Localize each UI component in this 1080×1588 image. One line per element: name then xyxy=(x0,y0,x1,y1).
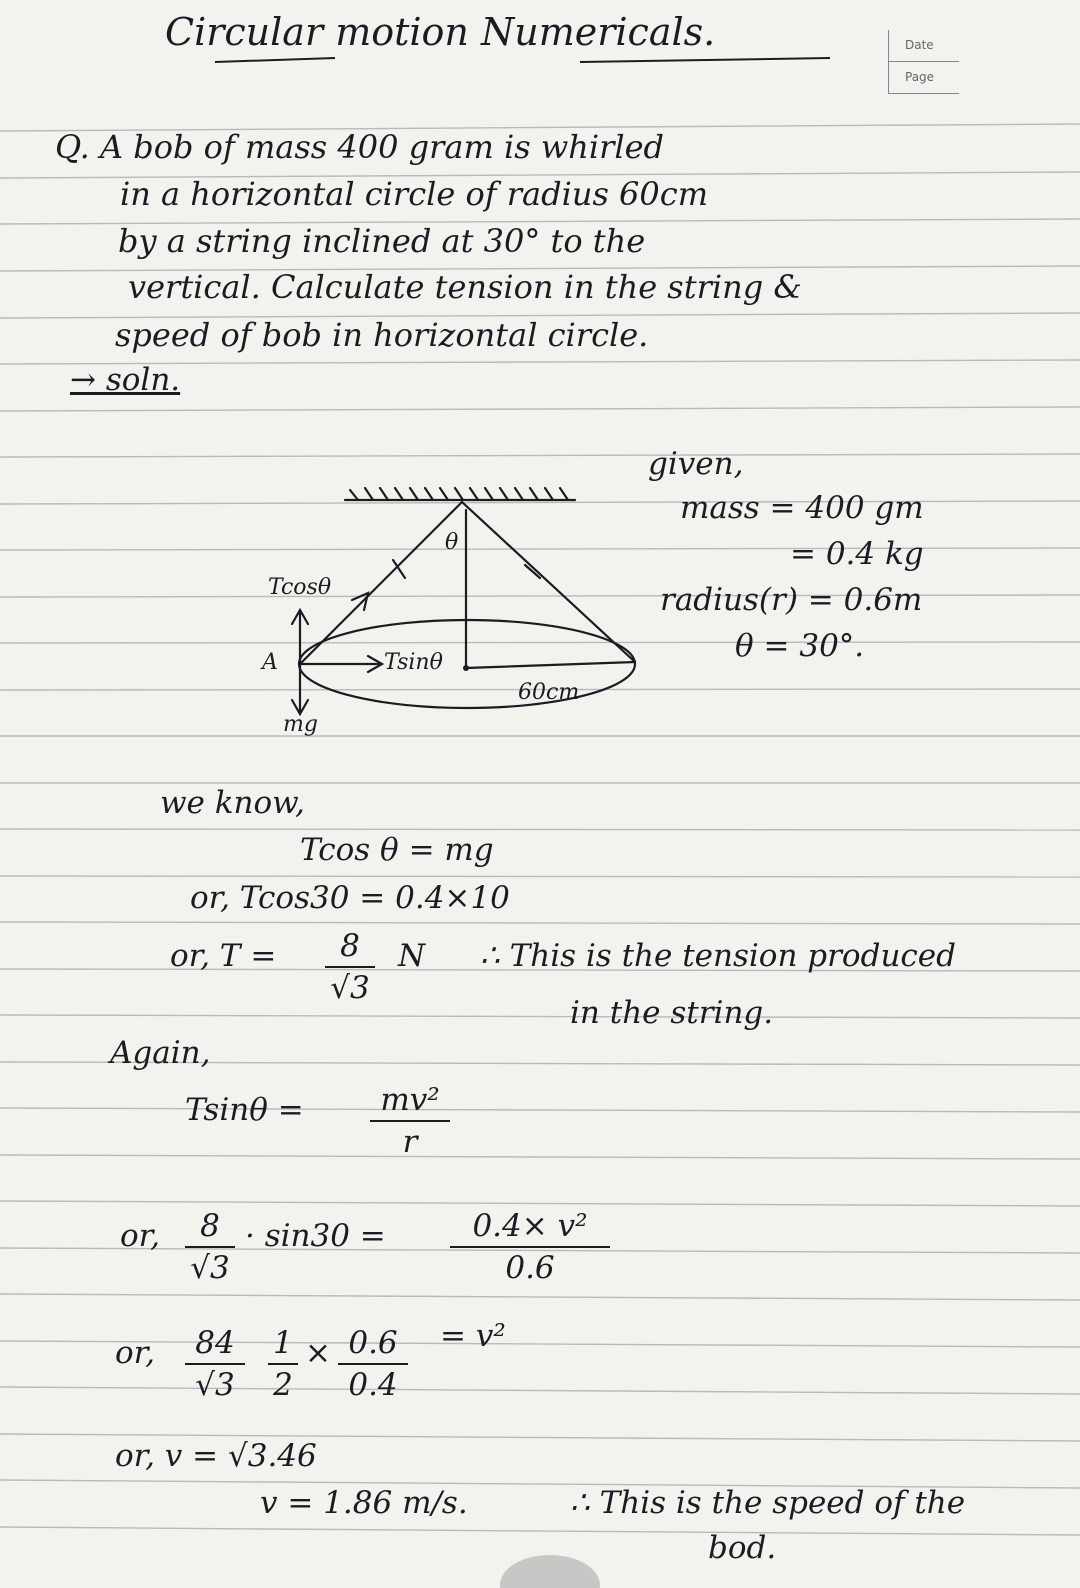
again-text: Again, xyxy=(110,1035,211,1071)
eq5-right-denominator: 0.6 xyxy=(505,1250,555,1286)
eq5-right-numerator: 0.4× v² xyxy=(472,1208,588,1244)
equation-tcos: Tcos θ = mg xyxy=(300,832,494,868)
right-string xyxy=(462,502,635,662)
half-denominator: 2 xyxy=(273,1367,293,1403)
ratio-denominator: 0.4 xyxy=(348,1367,398,1403)
speed-note-cont: bod. xyxy=(708,1530,777,1566)
ratio-numerator: 0.6 xyxy=(348,1325,398,1361)
eq5-sin30: · sin30 = xyxy=(245,1218,386,1254)
equation-v-root: or, v = √3.46 xyxy=(115,1438,317,1474)
speed-note: ∴ This is the speed of the xyxy=(570,1485,966,1521)
tsin-label: Tsinθ xyxy=(384,650,443,675)
question-line: vertical. Calculate tension in the string & xyxy=(128,268,802,306)
given-mass: mass = 400 gm xyxy=(680,490,924,526)
tension-note: ∴ This is the tension produced xyxy=(480,938,956,974)
tension-denominator: √3 xyxy=(330,970,370,1006)
ratio-fraction xyxy=(338,1325,408,1403)
radius-line xyxy=(466,662,635,668)
equation-tsin-left: Tsinθ = xyxy=(185,1092,304,1128)
eq5-right-fraction xyxy=(450,1208,610,1286)
page-label: Page xyxy=(889,62,959,94)
given-heading: given, xyxy=(648,446,744,482)
eq6-fraction xyxy=(185,1325,245,1403)
solution-label: → soln. xyxy=(70,362,181,398)
date-label: Date xyxy=(889,30,959,62)
given-angle: θ = 30°. xyxy=(735,628,865,664)
radius-label: 60cm xyxy=(518,680,580,705)
centripetal-denominator: r xyxy=(402,1124,418,1160)
final-speed: v = 1.86 m/s. xyxy=(260,1485,468,1521)
eq5-left-fraction xyxy=(185,1208,235,1286)
eq6-right: = v² xyxy=(440,1318,506,1354)
eq6-denominator: √3 xyxy=(195,1367,235,1403)
ceiling-hatch xyxy=(350,488,568,500)
we-know-text: we know, xyxy=(160,785,305,821)
half-fraction xyxy=(268,1325,298,1403)
theta-label: θ xyxy=(445,530,459,555)
tension-note-cont: in the string. xyxy=(570,995,774,1031)
half-numerator: 1 xyxy=(273,1325,293,1361)
given-mass-kg: = 0.4 kg xyxy=(790,536,924,572)
tension-unit: N xyxy=(398,938,426,974)
or-label: or, xyxy=(115,1335,155,1371)
question-line: speed of bob in horizontal circle. xyxy=(115,316,649,354)
eq6-numerator: 84 xyxy=(195,1325,235,1361)
times-sign: × xyxy=(305,1335,331,1371)
question-line: by a string inclined at 30° to the xyxy=(118,222,646,260)
given-radius: radius(r) = 0.6m xyxy=(660,582,923,618)
tension-numerator: 8 xyxy=(340,928,360,964)
eq5-left-denominator: √3 xyxy=(190,1250,230,1286)
eq5-left-numerator: 8 xyxy=(200,1208,220,1244)
mg-label: mg xyxy=(283,712,318,737)
or-label: or, xyxy=(120,1218,160,1254)
centripetal-fraction xyxy=(370,1082,450,1160)
tension-fraction xyxy=(325,928,375,1006)
question-line: Q. A bob of mass 400 gram is whirled xyxy=(55,128,665,166)
question-line: in a horizontal circle of radius 60cm xyxy=(120,175,709,213)
tcos-label: Tcosθ xyxy=(268,575,332,600)
equation-t-left: or, T = xyxy=(170,938,277,974)
page-title: Circular motion Numericals. xyxy=(165,10,716,54)
centripetal-numerator: mv² xyxy=(380,1082,440,1118)
point-a-label: A xyxy=(262,650,278,675)
equation-tcos30: or, Tcos30 = 0.4×10 xyxy=(190,880,510,916)
